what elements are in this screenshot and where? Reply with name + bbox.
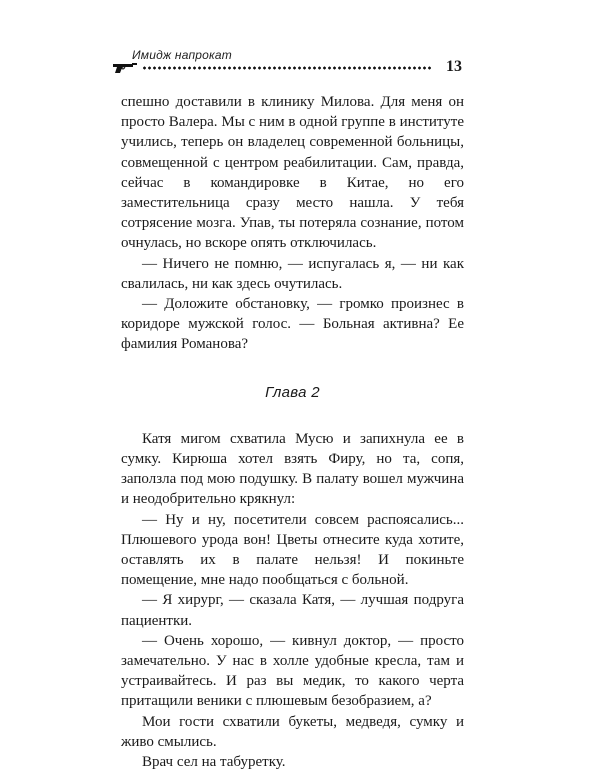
paragraph: Катя мигом схватила Мусю и запихнула ее в сумку. Кирюша хотел взять Фиру, но та, сопя, заползла под мою подушку. В палату вошел мужчина и неодобрительно крякнул: — [121, 430, 464, 508]
page-number: 13 — [446, 58, 462, 75]
paragraph: — Очень хорошо, — кивнул доктор, — просто замечательно. У нас в холле удобные кресла, там и устраивайтесь. И раз вы медик, то какого черта притащили веники с плюшевым безобразием, а? — [121, 632, 464, 710]
chapter-title: Глава 2 — [265, 383, 320, 401]
paragraph: спешно доставили в клинику Милова. Для меня он просто Валера. Мы с ним в одной группе в институте учились, теперь он владелец современной больницы, совмещенной с центром реабилитации. Сам, правда, сейчас в командировке в Китае, но его заместительница сразу место нашла. У тебя сотрясение мозга. Упав, ты потеряла сознание, потом очнулась, но вскоре опять отключилась. — [121, 94, 464, 252]
running-header — [112, 44, 462, 84]
paragraph: — Ничего не помню, — испугалась я, — ни как свалилась, ни как здесь очутилась. — [121, 255, 464, 292]
paragraph: — Я хирург, — сказала Катя, — лучшая подруга пациентки. — [121, 592, 464, 629]
running-title: Имидж напрокат — [132, 48, 232, 62]
revolver-icon — [112, 61, 138, 75]
paragraph: — Ну и ну, посетители совсем распоясались... Плюшевого урода вон! Цветы отнесите куда хотите, оставлять их в палате нельзя! И покиньте помещение, мне надо пообщаться с больной. — [121, 511, 464, 589]
paragraph: Мои гости схватили букеты, медведя, сумку и живо смылись. — [121, 713, 464, 750]
paragraph: Врач сел на табуретку. — [142, 754, 286, 771]
dotted-leader — [142, 66, 432, 70]
paragraph: — Доложите обстановку, — громко произнес в коридоре мужской голос. — Больная активна? Ее фамилия Романова? — [121, 296, 464, 353]
body-text — [121, 92, 464, 772]
